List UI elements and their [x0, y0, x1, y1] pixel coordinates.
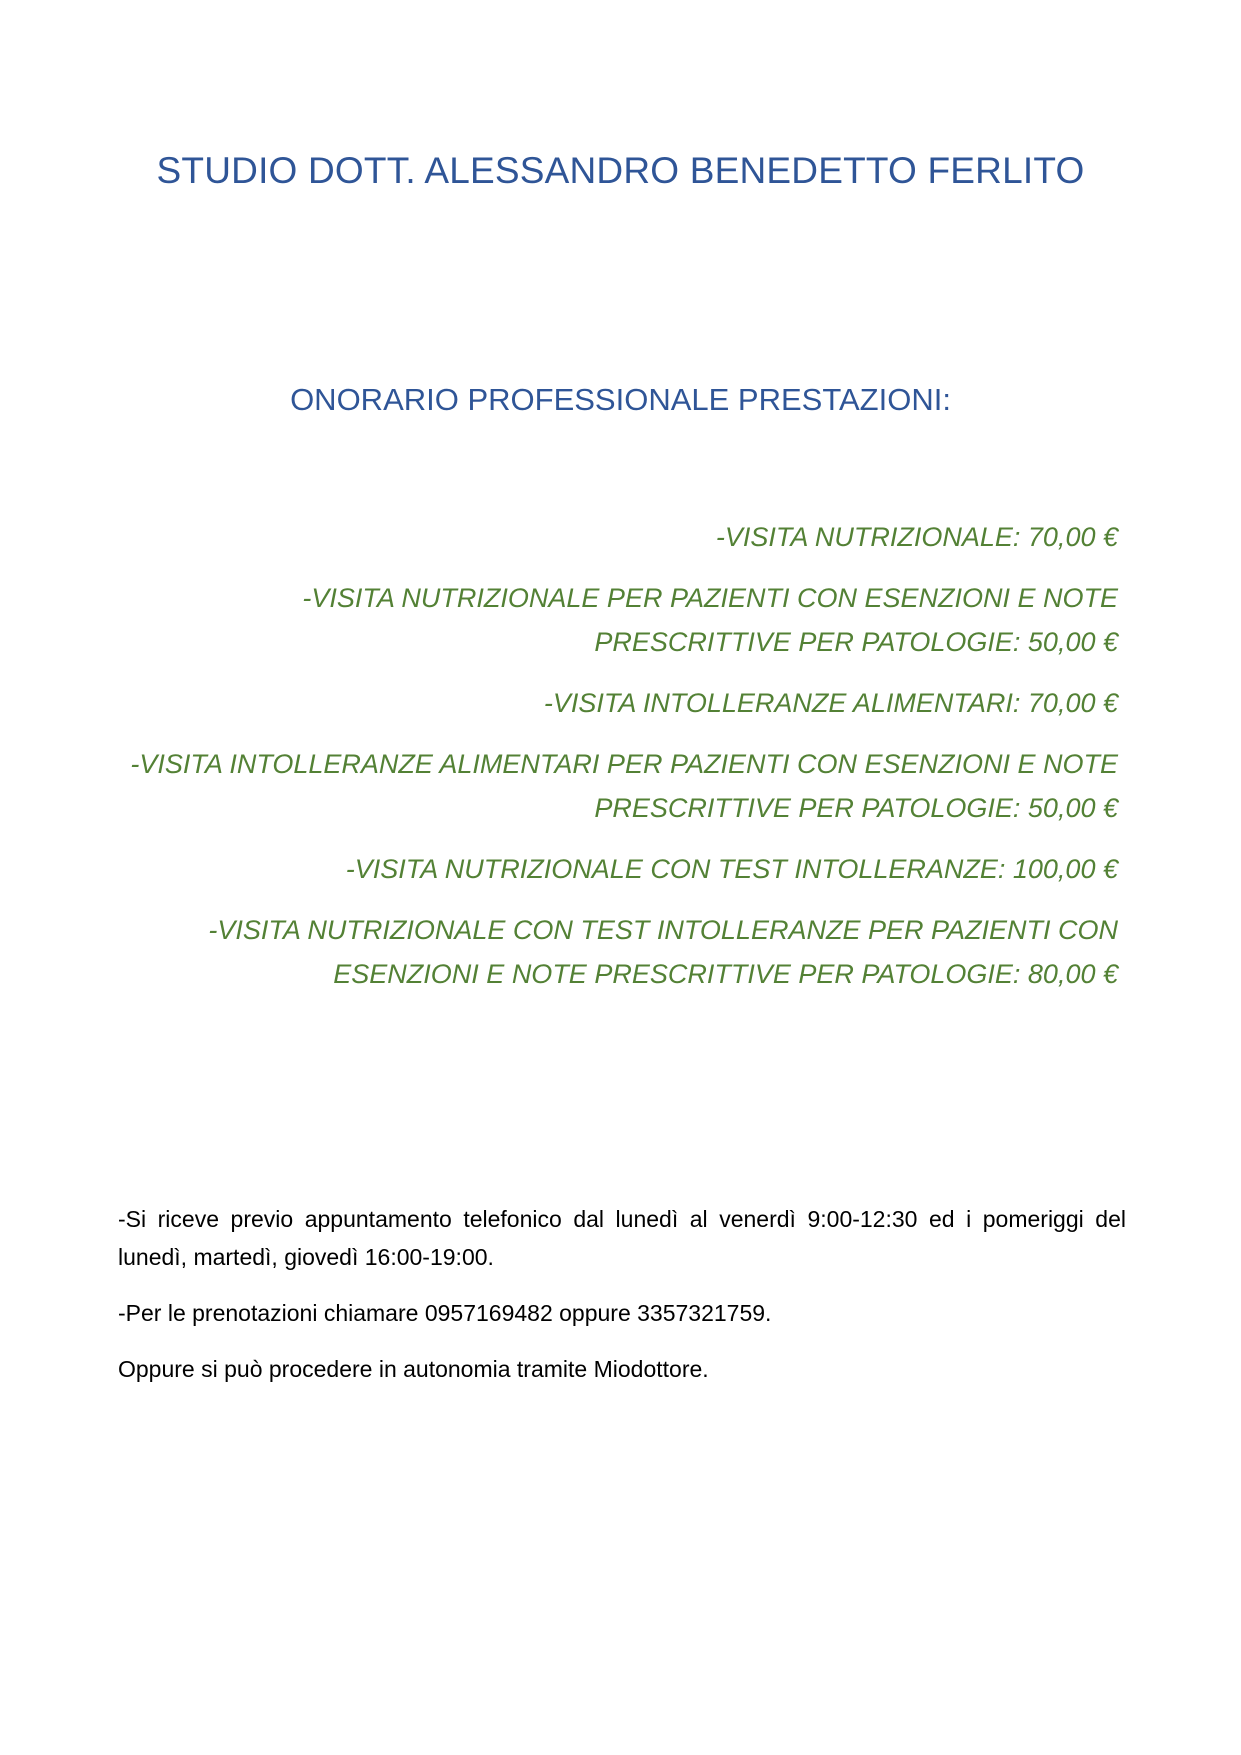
fees-heading: ONORARIO PROFESSIONALE PRESTAZIONI: — [290, 382, 951, 417]
online-booking-text: Oppure si può procedere in autonomia tramite Miodottore. — [118, 1356, 709, 1382]
booking-phone-text: -Per le prenotazioni chiamare 0957169482 oppure 3357321759. — [118, 1300, 772, 1326]
contact-info — [118, 1200, 1126, 1406]
fee-list — [110, 515, 1118, 1013]
fee-item-visita-nutrizionale: -VISITA NUTRIZIONALE: 70,00 € — [715, 522, 1118, 552]
fee-item-visita-intolleranze: -VISITA INTOLLERANZE ALIMENTARI: 70,00 € — [543, 688, 1118, 718]
fee-item-visita-test-intolleranze: -VISITA NUTRIZIONALE CON TEST INTOLLERANZE: 100,00 € — [345, 854, 1118, 884]
fee-item-visita-nutrizionale-esenzioni: -VISITA NUTRIZIONALE PER PAZIENTI CON ESENZIONI E NOTE PRESCRITTIVE PER PATOLOGIE: 50,00 € — [302, 583, 1118, 657]
studio-title: STUDIO DOTT. ALESSANDRO BENEDETTO FERLITO — [156, 150, 1085, 191]
office-hours-text: -Si riceve previo appuntamento telefonico dal lunedì al venerdì 9:00-12:30 ed i pomeriggi del lunedì, martedì, giovedì 16:00-19:00. — [118, 1206, 1126, 1270]
fee-item-visita-test-intolleranze-esenzioni: -VISITA NUTRIZIONALE CON TEST INTOLLERANZE PER PAZIENTI CON ESENZIONI E NOTE PRESCRITTIVE PER PATOLOGIE: 80,00 € — [208, 915, 1118, 989]
fee-item-visita-intolleranze-esenzioni: -VISITA INTOLLERANZE ALIMENTARI PER PAZIENTI CON ESENZIONI E NOTE PRESCRITTIVE PER PATOLOGIE: 50,00 € — [130, 749, 1118, 823]
